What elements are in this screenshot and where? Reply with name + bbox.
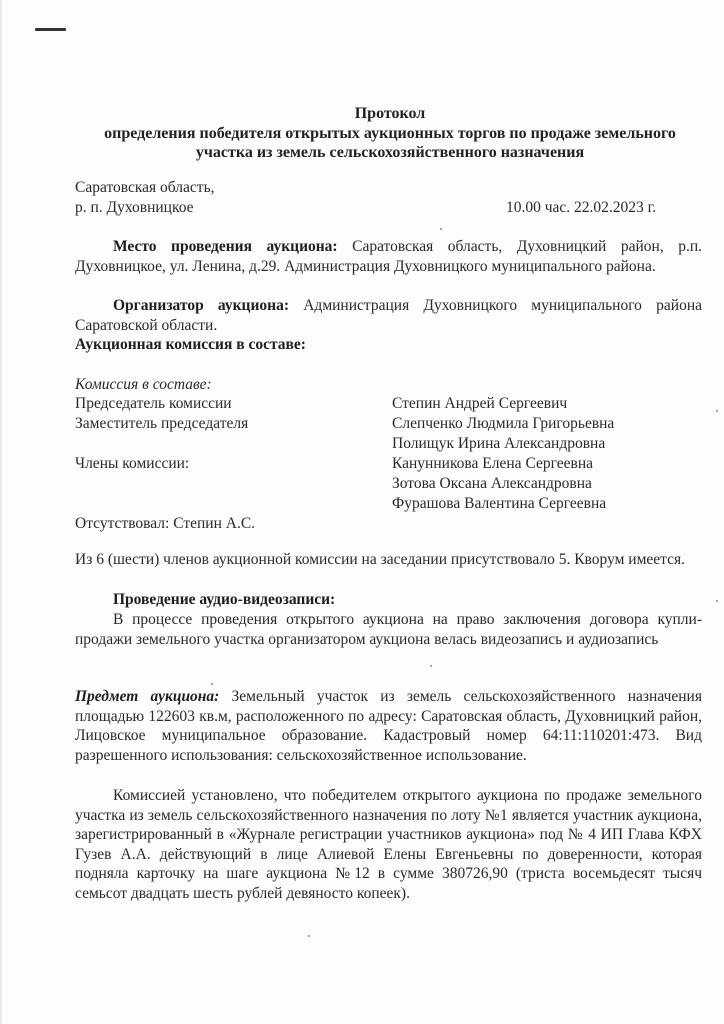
deputy-name: Слепченко Людмила Григорьевна <box>392 415 615 432</box>
subject-paragraph <box>75 687 702 765</box>
scan-speck <box>716 410 718 412</box>
recording-heading: Проведение аудио-видеозаписи: <box>113 591 336 608</box>
document-datetime: 10.00 час. 22.02.2023 г. <box>506 199 657 216</box>
subject-text: Земельный участок из земель сельскохозяйственного назначения площадью 122603 кв.м, расположенного по адресу: Саратовская область, Духовницкий район, Лицовское муниципальное образование. Кадастровый номер 64:11:110201:473. Вид разрешенного использования: сельскохозяйственное использование. <box>75 688 702 764</box>
scan-speck <box>308 935 310 937</box>
member-name: Зотова Оксана Александровна <box>392 475 592 492</box>
document-subtitle-line1: определения победителя открытых аукционных торгов по продаже земельного <box>104 124 676 142</box>
venue-text: Саратовская область, Духовницкий район, р.п. Духовницкое, ул. Ленина, д.29. Администрация Духовницкого муниципального района. <box>75 238 702 275</box>
document-title: Протокол <box>354 105 426 122</box>
quorum-paragraph: Из 6 (шести) членов аукционной комиссии на заседании присутствовало 5. Кворум имеется. <box>75 551 686 568</box>
deputy-role: Заместитель председателя <box>75 415 249 432</box>
commission-heading: Аукционная комиссия в составе: <box>75 336 306 353</box>
organizer-text: Администрация Духовницкого муниципального района Саратовской области. <box>75 297 702 334</box>
scan-speck <box>440 228 442 230</box>
commission-intro: Комиссия в составе: <box>75 376 212 393</box>
winner-paragraph: Комиссией установлено, что победителем открытого аукциона по продаже земельного участка из земель сельскохозяйственного назначения по лоту №1 является участник аукциона, зарегистрированный в «Журнале регистрации участников аукциона» под № 4 ИП Глава КФХ Гузев А.А. действующий в лице Алиевой Елены Евгеньевны по доверенности, которая подняла карточку на шаге аукциона №12 в сумме 380726,90 (триста восемьдесят тысяч семьсот двадцать шесть рублей девяносто копеек). <box>75 787 702 902</box>
location-line1: Саратовская область, <box>75 179 215 196</box>
scan-speck <box>211 683 213 685</box>
scan-dash-mark <box>35 28 66 31</box>
chair-name: Степин Андрей Сергеевич <box>392 395 568 412</box>
absent-member: Отсутствовал: Степин А.С. <box>75 515 256 532</box>
scan-speck <box>716 600 718 602</box>
chair-role: Председатель комиссии <box>75 395 232 412</box>
organizer-paragraph <box>75 296 702 335</box>
document-subtitle-line2: участка из земель сельскохозяйственного назначения <box>195 144 585 161</box>
venue-paragraph <box>75 237 702 276</box>
scan-edge-shadow <box>0 0 3 1024</box>
location-line2: р. п. Духовницкое <box>75 199 194 216</box>
member-name: Канунникова Елена Сергеевна <box>392 455 594 472</box>
member-name: Фурашова Валентина Сергеевна <box>392 495 607 512</box>
document-title-block <box>60 104 720 163</box>
venue-label: Место проведения аукциона: <box>113 238 338 255</box>
scan-speck <box>430 665 432 667</box>
members-role: Члены комиссии: <box>75 455 190 472</box>
recording-paragraph: В процессе проведения открытого аукциона на право заключения договора купли-продажи земельного участка организатором аукциона велась видеозапись и аудиозапись <box>75 611 702 648</box>
subject-label: Предмет аукциона: <box>75 688 220 705</box>
secretary-name: Полищук Ирина Александровна <box>392 435 606 452</box>
organizer-label: Организатор аукциона: <box>113 297 290 314</box>
